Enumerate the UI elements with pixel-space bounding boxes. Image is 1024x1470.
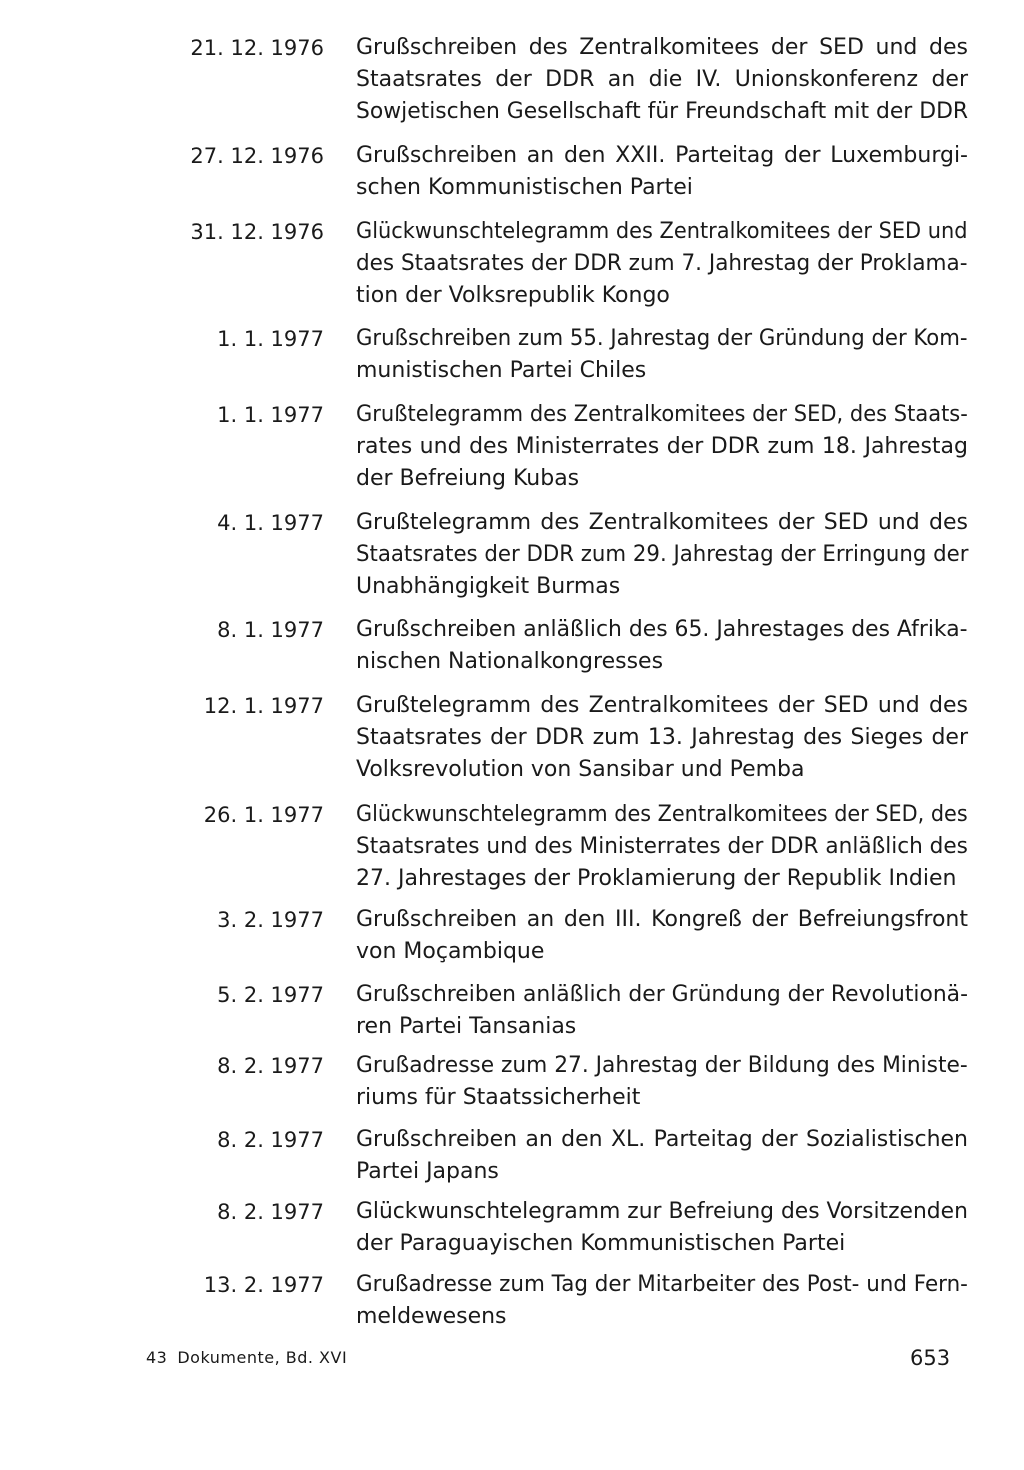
entry-date: 8. 1. 1977 bbox=[217, 618, 324, 642]
entry-date: 27. 12. 1976 bbox=[190, 144, 324, 168]
entry-line: des Staatsrates der DDR zum 7. Jahrestag der Proklama- bbox=[356, 251, 968, 276]
entry-text bbox=[356, 140, 968, 204]
entry-line: Glückwunschtelegramm zur Befreiung des Vorsitzenden bbox=[356, 1199, 968, 1224]
entry-line: von Moçambique bbox=[356, 939, 545, 964]
entry-line: Grußtelegramm des Zentralkomitees der SED, des Staats- bbox=[356, 402, 968, 427]
entry-line: schen Kommunistischen Partei bbox=[356, 175, 693, 200]
entry-line: Grußschreiben an den XL. Parteitag der Sozialistischen bbox=[356, 1127, 968, 1152]
entry-text bbox=[356, 979, 968, 1043]
entry-date: 4. 1. 1977 bbox=[217, 511, 324, 535]
entry-line: Grußschreiben zum 55. Jahrestag der Gründung der Kom- bbox=[356, 326, 968, 351]
entry-line: Unabhängigkeit Burmas bbox=[356, 574, 621, 599]
entry-text bbox=[356, 323, 968, 387]
page-footer bbox=[0, 1346, 1024, 1376]
entry-line: der Befreiung Kubas bbox=[356, 466, 580, 491]
entry-line: Grußschreiben an den III. Kongreß der Befreiungsfront bbox=[356, 907, 968, 932]
entry-line: Staatsrates der DDR an die IV. Unionskonferenz der bbox=[356, 67, 968, 92]
page-number: 653 bbox=[910, 1346, 951, 1370]
entry-date: 8. 2. 1977 bbox=[217, 1054, 324, 1078]
entry-text bbox=[356, 1269, 968, 1333]
entry-date: 21. 12. 1976 bbox=[190, 36, 324, 60]
entry-line: Partei Japans bbox=[356, 1159, 499, 1184]
entry-line: Grußschreiben anläßlich der Gründung der Revolutionä- bbox=[356, 982, 968, 1007]
entry-line: Grußschreiben an den XXII. Parteitag der Luxemburgi- bbox=[356, 143, 968, 168]
entry-date: 1. 1. 1977 bbox=[217, 327, 324, 351]
entry-text bbox=[356, 904, 968, 968]
entry-line: Glückwunschtelegramm des Zentralkomitees der SED und bbox=[356, 219, 968, 244]
entry-date: 1. 1. 1977 bbox=[217, 403, 324, 427]
entry-text bbox=[356, 614, 968, 678]
entry-line: munistischen Partei Chiles bbox=[356, 358, 647, 383]
entry-line: meldewesens bbox=[356, 1304, 507, 1329]
entry-date: 8. 2. 1977 bbox=[217, 1200, 324, 1224]
entry-date: 12. 1. 1977 bbox=[203, 694, 324, 718]
entry-line: Grußadresse zum Tag der Mitarbeiter des Post- und Fern- bbox=[356, 1272, 968, 1297]
entry-date: 5. 2. 1977 bbox=[217, 983, 324, 1007]
entry-line: Grußtelegramm des Zentralkomitees der SED und des bbox=[356, 693, 968, 718]
entry-text bbox=[356, 690, 968, 786]
entry-text bbox=[356, 1196, 968, 1260]
entry-text bbox=[356, 216, 968, 312]
signature-mark: 43 bbox=[146, 1348, 168, 1367]
entry-line: Grußtelegramm des Zentralkomitees der SED und des bbox=[356, 510, 968, 535]
entry-text bbox=[356, 32, 968, 128]
entry-line: 27. Jahrestages der Proklamierung der Republik Indien bbox=[356, 866, 957, 891]
entry-line: riums für Staatssicherheit bbox=[356, 1085, 641, 1110]
entry-line: Volksrevolution von Sansibar und Pemba bbox=[356, 757, 805, 782]
entry-line: Grußschreiben anläßlich des 65. Jahrestages des Afrika- bbox=[356, 617, 968, 642]
entry-text bbox=[356, 399, 968, 495]
entry-line: Glückwunschtelegramm des Zentralkomitees der SED, des bbox=[356, 802, 968, 827]
footer-imprint bbox=[146, 1346, 347, 1370]
entry-date: 26. 1. 1977 bbox=[203, 803, 324, 827]
entry-line: nischen Nationalkongresses bbox=[356, 649, 664, 674]
entry-line: rates und des Ministerrates der DDR zum 18. Jahrestag bbox=[356, 434, 968, 459]
entry-line: tion der Volksrepublik Kongo bbox=[356, 283, 670, 308]
entry-text bbox=[356, 1124, 968, 1188]
entry-text bbox=[356, 799, 968, 895]
entry-line: Staatsrates der DDR zum 29. Jahrestag der Erringung der bbox=[356, 542, 969, 567]
entry-date: 8. 2. 1977 bbox=[217, 1128, 324, 1152]
entry-line: Grußschreiben des Zentralkomitees der SED und des bbox=[356, 35, 968, 60]
entry-date: 3. 2. 1977 bbox=[217, 908, 324, 932]
entry-line: der Paraguayischen Kommunistischen Partei bbox=[356, 1231, 846, 1256]
entry-line: ren Partei Tansanias bbox=[356, 1014, 577, 1039]
entry-date: 13. 2. 1977 bbox=[203, 1273, 324, 1297]
entry-date: 31. 12. 1976 bbox=[190, 220, 324, 244]
entry-line: Sowjetischen Gesellschaft für Freundschaft mit der DDR bbox=[356, 99, 969, 124]
entry-line: Grußadresse zum 27. Jahrestag der Bildung des Ministe- bbox=[356, 1053, 968, 1078]
entry-text bbox=[356, 1050, 968, 1114]
entry-text bbox=[356, 507, 968, 603]
entry-line: Staatsrates und des Ministerrates der DDR anläßlich des bbox=[356, 834, 968, 859]
entry-line: Staatsrates der DDR zum 13. Jahrestag des Sieges der bbox=[356, 725, 968, 750]
volume-title: Dokumente, Bd. XVI bbox=[177, 1348, 348, 1367]
